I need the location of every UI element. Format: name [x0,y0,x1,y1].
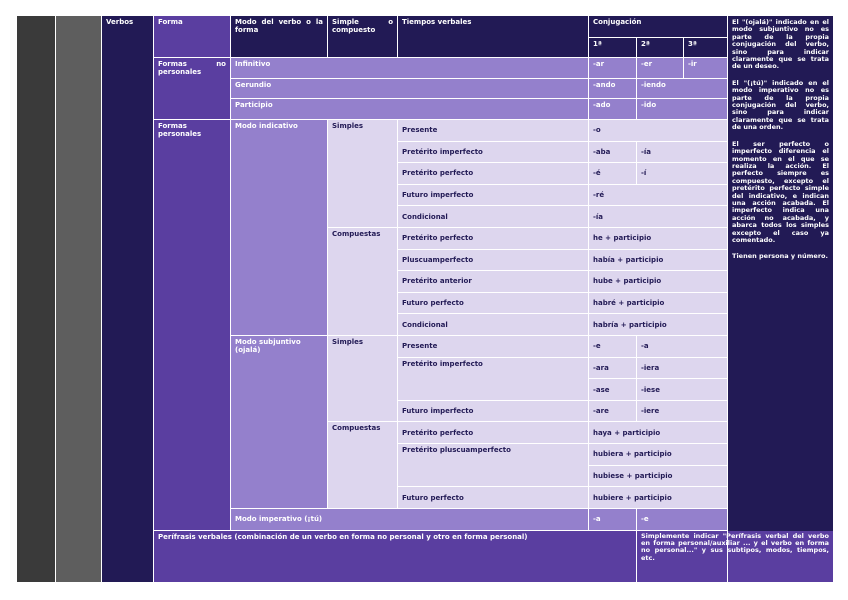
ind-comp-pret-anterior: Pretérito anterior [398,271,589,293]
gerundio-conj-2: -iendo [637,78,728,99]
ind-comp-pret-perfecto-conj: he + participio [589,227,728,249]
sub-futuro-imperfecto-conj-2: -iere [637,400,728,422]
gerundio-label: Gerundio [231,78,589,99]
sub-presente: Presente [398,336,589,358]
ind-comp-pret-anterior-conj: hube + participio [589,271,728,293]
ind-comp-futuro-perfecto: Futuro perfecto [398,292,589,314]
header-simple-compuesto: Simple o compuesto [328,16,398,58]
sub-pret-imperfecto-conj-2a: -iera [637,357,728,379]
ind-pret-perfecto-conj-2: -í [637,163,728,185]
formas-personales-label: Formas personales [154,119,231,530]
margin-band-dark [17,16,56,583]
infinitivo-conj-3: -ir [684,58,728,79]
ind-comp-condicional: Condicional [398,314,589,336]
ind-condicional: Condicional [398,206,589,228]
sub-comp-futuro-perfecto: Futuro perfecto [398,487,589,509]
ind-futuro-imperfecto-conj-1: -ré [589,184,728,206]
ind-pret-imperfecto-conj-2: -ía [637,141,728,163]
ind-comp-pret-perfecto: Pretérito perfecto [398,227,589,249]
note-tu: El "(¡tú)" indicado en el modo imperativo no es parte de la propia conjugación del verbo, sino para indicar claramente que se trata de una orden. [732,78,830,132]
sub-futuro-imperfecto: Futuro imperfecto [398,400,589,422]
ind-futuro-imperfecto: Futuro imperfecto [398,184,589,206]
sub-comp-pret-perfecto-conj: haya + participio [589,422,728,444]
subjuntivo-compuestas-label: Compuestas [328,422,398,508]
indicativo-simples-label: Simples [328,119,398,227]
participio-label: Participio [231,99,589,120]
sub-comp-futuro-perfecto-conj: hubiere + participio [589,487,728,509]
participio-conj-1: -ado [589,99,637,120]
ind-comp-pluscuamperfecto-conj: había + participio [589,249,728,271]
header-conj-1: 1ª [589,37,637,58]
header-conj-3: 3ª [684,37,728,58]
sub-pret-imperfecto-conj-1b: -ase [589,379,637,401]
ind-pret-perfecto: Pretérito perfecto [398,163,589,185]
ind-presente-conj-1: -o [589,119,728,141]
sub-comp-pluscuamperfecto-conj-a: hubiera + participio [589,444,728,466]
indicativo-compuestas-label: Compuestas [328,227,398,335]
ind-comp-pluscuamperfecto: Pluscuamperfecto [398,249,589,271]
sub-comp-pluscuamperfecto: Pretérito pluscuamperfecto [398,444,589,487]
sub-comp-pluscuamperfecto-conj-b: hubiese + participio [589,465,728,487]
infinitivo-conj-2: -er [637,58,684,79]
margin-band-grey [56,16,102,583]
header-verbos: Verbos [102,16,154,583]
ind-pret-imperfecto-conj-1: -aba [589,141,637,163]
sub-pret-imperfecto-conj-2b: -iese [637,379,728,401]
ind-presente: Presente [398,119,589,141]
header-modo: Modo del verbo o la forma [231,16,328,58]
ind-comp-condicional-conj: habría + participio [589,314,728,336]
formas-no-personales-label: Formas no personales [154,58,231,120]
ind-pret-imperfecto: Pretérito imperfecto [398,141,589,163]
imperativo-conj-2: -e [637,508,728,530]
note-persona-numero: Tienen persona y número. [732,252,828,261]
sub-presente-conj-1: -e [589,336,637,358]
participio-conj-2: -ido [637,99,728,120]
notes-column [728,16,834,583]
header-conj-2: 2ª [637,37,684,58]
note-ojala: El "(ojalá)" indicado en el modo subjuntivo no es parte de la propia conjugación del verbo, sino para indicar claramente que se trata de un deseo. [732,18,830,71]
subjuntivo-simples-label: Simples [328,336,398,422]
sub-futuro-imperfecto-conj-1: -are [589,400,637,422]
modo-subjuntivo-label: Modo subjuntivo (ojalá) [231,336,328,509]
infinitivo-conj-1: -ar [589,58,637,79]
sub-pret-imperfecto-conj-1a: -ara [589,357,637,379]
sub-comp-pret-perfecto: Pretérito perfecto [398,422,589,444]
verb-conjugation-table [16,15,833,583]
infinitivo-label: Infinitivo [231,58,589,79]
gerundio-conj-1: -ando [589,78,637,99]
header-tiempos: Tiempos verbales [398,16,589,58]
header-conjugacion: Conjugación [589,16,728,38]
sub-presente-conj-2: -a [637,336,728,358]
perifrasis-label: Perífrasis verbales (combinación de un verbo en forma no personal y otro en forma personal) [154,530,637,583]
perifrasis-note: Simplemente indicar "Perífrasis verbal del verbo en forma personal/auxiliar ... y el verbo en forma no personal..." y sus subtipos, modos, tiempos, etc. [637,530,834,583]
modo-indicativo-label: Modo indicativo [231,119,328,335]
ind-pret-perfecto-conj-1: -é [589,163,637,185]
imperativo-conj-1: -a [589,508,637,530]
header-forma: Forma [154,16,231,58]
note-perfecto: El ser perfecto o imperfecto diferencia el momento en el que se realiza la acción. El perfecto siempre es compuesto, excepto el pretérito perfecto simple del indicativo, e indican una acción acabada. El imperfecto indica una acción no acabada, y abarca todos los simples excepto el caso ya comentado. [732,139,830,244]
modo-imperativo-label: Modo imperativo (¡tú) [231,508,589,530]
ind-condicional-conj-1: -ía [589,206,728,228]
ind-comp-futuro-perfecto-conj: habré + participio [589,292,728,314]
sub-pret-imperfecto: Pretérito imperfecto [398,357,589,400]
